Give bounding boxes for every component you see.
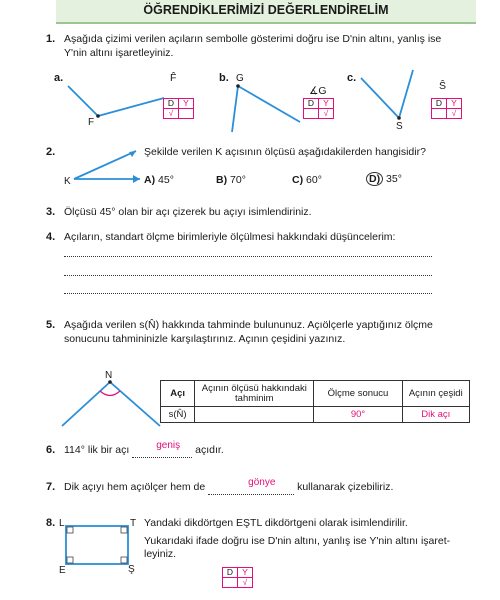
measurement-table	[160, 380, 470, 423]
d-cell[interactable]: D	[432, 99, 447, 109]
answer-line-1[interactable]	[64, 255, 432, 257]
rectangle-eştl	[66, 526, 128, 564]
d-cell[interactable]: D	[164, 99, 179, 109]
dy-table-c	[431, 98, 462, 119]
question-7-text	[64, 476, 394, 495]
question-1-text	[64, 33, 474, 60]
part-c-label: c.	[347, 72, 357, 84]
right-angle-tr	[121, 527, 127, 533]
option-d-letter-circled: D)	[366, 172, 383, 186]
angle-k-figure	[66, 147, 146, 189]
question-7-before: Dik açıyı hem açıölçer hem de	[64, 481, 206, 493]
question-3-number: 3.	[46, 206, 56, 218]
part-a-label: a.	[54, 72, 64, 84]
question-5-text	[64, 319, 476, 346]
d-empty-cell[interactable]	[304, 109, 319, 119]
arrow-head-2	[133, 175, 140, 183]
question-6-after: açıdır.	[195, 444, 224, 456]
d-cell[interactable]: D	[223, 568, 238, 578]
table-header-angle: Açı	[161, 381, 195, 407]
table-header-result: Ölçme sonucu	[314, 381, 402, 407]
option-d[interactable]	[366, 173, 402, 185]
option-b-letter: B)	[216, 174, 228, 186]
blank-7[interactable]	[208, 476, 294, 495]
question-3-text: Ölçüsü 45° olan bir açı çizerek bu açıyı isimlendiriniz.	[64, 206, 312, 218]
vertex-f-dot	[96, 114, 100, 118]
table-cell-estimate[interactable]	[195, 407, 314, 423]
symbol-f: F̂	[170, 72, 177, 84]
vertex-g-dot	[236, 84, 240, 88]
y-empty-cell[interactable]	[179, 109, 194, 119]
question-6-number: 6.	[46, 444, 56, 456]
question-2-number: 2.	[46, 146, 56, 158]
question-4-number: 4.	[46, 231, 56, 243]
blank-6[interactable]	[132, 439, 192, 458]
check-mark: √	[447, 109, 462, 119]
ray-s-2	[399, 70, 413, 118]
vertex-s-label: S	[396, 121, 403, 132]
check-mark: √	[164, 109, 179, 119]
vertex-s-dot	[397, 116, 401, 120]
rectangle-figure	[58, 518, 138, 574]
d-empty-cell[interactable]	[223, 578, 238, 588]
y-cell[interactable]: Y	[319, 99, 334, 109]
angle-n-figure	[56, 372, 166, 432]
question-6-before: 114° lik bir açı	[64, 444, 130, 456]
corner-t-label: T	[130, 518, 137, 529]
ray-f-1	[68, 86, 98, 116]
y-cell[interactable]: Y	[238, 568, 253, 578]
option-a-value: 45°	[158, 174, 174, 186]
angle-s-figure	[355, 66, 425, 126]
question-5-line2: sonucunu tahmininizle karşılaştırınız. Açının çeşidini yazınız.	[64, 332, 346, 345]
corner-ş-label: Ş	[128, 564, 135, 575]
question-1-line1: Aşağıda çizimi verilen açıların sembolle gösterimi doğru ise D'nin altını, yanlış ise	[64, 33, 442, 45]
question-8-text	[144, 517, 474, 562]
page-title: ÖĞRENDİKLERİMİZİ DEĞERLENDİRELİM	[56, 0, 476, 24]
question-8-line2: Yukarıdaki ifade doğru ise D'nin altını, yanlış ise Y'nin altını işaret-	[144, 534, 451, 547]
dy-table-a	[163, 98, 194, 119]
ray-n-2	[110, 382, 160, 426]
d-cell[interactable]: D	[304, 99, 319, 109]
ray-k-1	[74, 151, 136, 179]
ray-n-1	[62, 382, 110, 426]
angle-arc	[100, 391, 120, 396]
dy-table-b	[303, 98, 334, 119]
answer-line-3[interactable]	[64, 292, 432, 294]
right-angle-br	[121, 557, 127, 563]
vertex-f-label: F	[88, 117, 95, 128]
question-5-number: 5.	[46, 319, 56, 331]
answer-line-2[interactable]	[64, 274, 432, 276]
question-8-number: 8.	[46, 517, 56, 529]
option-b[interactable]	[216, 174, 246, 186]
table-cell-type[interactable]: Dik açı	[402, 407, 469, 423]
option-b-value: 70°	[230, 174, 246, 186]
option-d-value: 35°	[386, 173, 402, 185]
corner-e-label: E	[59, 565, 66, 576]
question-8-line1: Yandaki dikdörtgen EŞTL dikdörtgeni olarak isimlendirilir.	[144, 517, 408, 529]
table-cell-result[interactable]: 90°	[314, 407, 402, 423]
option-a-letter: A)	[144, 174, 156, 186]
question-5-line1: Aşağıda verilen s(N̂) hakkında tahminde bulununuz. Açıölçerle yaptığınız ölçme	[64, 319, 433, 331]
dy-table-8	[222, 567, 253, 588]
option-a[interactable]	[144, 174, 174, 186]
question-1-line2: Y'nin altını işaretleyiniz.	[64, 46, 174, 59]
corner-l-label: L	[59, 518, 65, 529]
answer-6: geniş	[156, 439, 181, 451]
vertex-n-label: N	[105, 370, 113, 381]
ray-g-2	[232, 86, 238, 132]
table-cell-angle: s(N̂)	[161, 407, 195, 423]
ray-g-1	[238, 86, 300, 122]
option-c-letter: C)	[292, 174, 304, 186]
question-7-number: 7.	[46, 481, 56, 493]
table-header-estimate: Açının ölçüsü hakkındaki tahminim	[195, 381, 314, 407]
right-angle-tl	[67, 527, 73, 533]
vertex-k-label: K	[64, 176, 71, 187]
answer-7: gönye	[248, 476, 276, 488]
check-mark: √	[238, 578, 253, 588]
angle-f-figure	[60, 78, 170, 130]
question-7-after: kullanarak çizebiliriz.	[297, 481, 394, 493]
vertex-g-label: G	[236, 73, 244, 84]
ray-s-1	[361, 78, 399, 118]
y-cell[interactable]: Y	[179, 99, 194, 109]
question-2-text: Şekilde verilen K açısının ölçüsü aşağıdakilerden hangisidir?	[144, 146, 426, 158]
ray-f-2	[98, 98, 164, 116]
option-c[interactable]	[292, 174, 322, 186]
question-6-text	[64, 439, 224, 458]
table-header-type: Açının çeşidi	[402, 381, 469, 407]
d-empty-cell[interactable]	[432, 109, 447, 119]
question-8-line3: leyiniz.	[144, 548, 177, 560]
question-4-text: Açıların, standart ölçme birimleriyle ölçülmesi hakkındaki düşüncelerim:	[64, 231, 396, 243]
symbol-s: Ŝ	[439, 80, 447, 92]
question-1-number: 1.	[46, 33, 56, 45]
y-cell[interactable]: Y	[447, 99, 462, 109]
symbol-g: ∡G	[309, 85, 327, 97]
check-mark: √	[319, 109, 334, 119]
option-c-value: 60°	[306, 174, 322, 186]
part-b-label: b.	[219, 72, 229, 84]
right-angle-bl	[67, 557, 73, 563]
